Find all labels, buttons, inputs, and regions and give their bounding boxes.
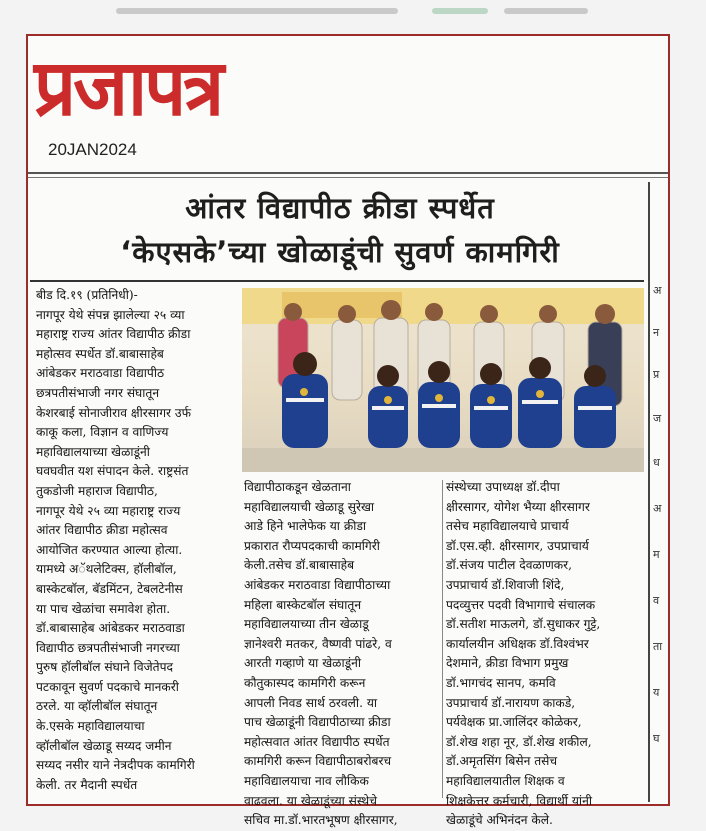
article-column-1: बीड दि.१९ (प्रतिनिधी)- नागपूर येथे संपन्न झालेल्या २५ व्या महाराष्ट्र राज्य आंतर विद्यापीठ क्रीडा महोत्सव स्पर्धेत डॉ.बाबासाहेब आंबेडकर मराठवाडा विद्यापीठ छत्रपतीसंभाजी नगर संघातून केशरबाई सोनाजीराव क्षीरसागर उर्फ काकू कला, विज्ञान व वाणिज्य महाविद्यालयाच्या खेळाडूंनी घवघवीत यश संपादन केले. राष्ट्रसंत तुकडोजी महाराज विद्यापीठ, नागपूर येथे २५ व्या महाराष्ट्र राज्य आंतर विद्यापीठ क्रीडा महोत्सव आयोजित करण्यात आल्या होत्या. यामध्ये अॅथलेटिक्स, हॉलीबॉल, बास्केटबॉल, बॅडमिंटन, टेबलटेनीस या पाच खेळांचा समावेश होता. डॉ.बाबासाहेब आंबेडकर मराठवाडा विद्यापीठ छत्रपतीसंभाजी नगरच्या पुरुष हॉलीबॉल संघाने विजेतेपद पटकावून सुवर्ण पदकाचे मानकरी ठरले. या व्हॉलीबॉल संघातून के.एसके महाविद्यालयाचा व्हॉलीबॉल खेळाडू सय्यद जमीन सय्यद नसीर याने नेत्रदीपक कामगिरी केली. तर मैदानी स्पर्धेत (36, 288, 195, 792)
adjacent-article-fragment: ज (653, 412, 662, 425)
headline-line-1: आंतर विद्यापीठ क्रीडा स्पर्धेत (185, 191, 495, 225)
adjacent-article-fragment: ध (653, 456, 660, 469)
adjacent-article-fragment: म (653, 548, 660, 561)
team-photo-illustration (242, 288, 644, 472)
masthead: प्रजापत्र (34, 43, 222, 134)
adjacent-article-fragment: ता (653, 640, 663, 653)
browser-tab-right (504, 8, 588, 14)
headline-rule (30, 280, 644, 282)
adjacent-article-fragment: अ (653, 502, 662, 515)
publication-date: 20JAN2024 (48, 140, 137, 159)
masthead-rule-thin (28, 177, 668, 178)
adjacent-article-fragment: घ (653, 732, 660, 745)
column-divider (442, 480, 443, 798)
adjacent-article-fragment: अ (653, 284, 662, 297)
team-photo (242, 288, 644, 472)
headline-line-2: ‘केएसके’च्या खोळाडूंची सुवर्ण कामगिरी (120, 235, 560, 269)
adjacent-article-fragment: व (653, 594, 660, 607)
browser-tab-mid (432, 8, 488, 14)
newspaper-clipping (26, 34, 670, 828)
browser-tab-left (116, 8, 398, 14)
masthead-rule (28, 172, 668, 174)
adjacent-article-border (648, 182, 670, 802)
adjacent-article-fragment: य (653, 686, 660, 699)
adjacent-article-fragment: प्र (653, 368, 660, 381)
article-column-3: संस्थेच्या उपाध्यक्ष डॉ.दीपा क्षीरसागर, योगेश भैय्या क्षीरसागर तसेच महाविद्यालयाचे प्राचार्य डॉ.एस.व्ही. क्षीरसागर, उपप्राचार्य डॉ.संजय पाटील देवळाणकर, उपप्राचार्य डॉ.शिवाजी शिंदे, पदव्युत्तर पदवी विभागाचे संचालक डॉ.सतीश माऊलगे, डॉ.सुधाकर गुट्टे, कार्यालयीन अधिक्षक डॉ.विश्वंभर देशमाने, क्रीडा विभाग प्रमुख डॉ.भागचंद सानप, कमवि उपप्राचार्य डॉ.नारायण काकडे, पर्यवेक्षक प्रा.जालिंदर कोळेकर, डॉ.शेख शहा नूर, डॉ.शेख शकील, डॉ.अमृतसिंग बिसेन तसेच महाविद्यालयातील शिक्षक व शिक्षकेत्तर कर्मचारी, विद्यार्थी यांनी खेळाडूंचे अभिनंदन केले. (446, 480, 601, 828)
article-column-2: विद्यापीठाकडून खेळताना महाविद्यालयाची खेळाडू सुरेखा आडे हिने भालेफेक या क्रीडा प्रकारात रौप्यपदकाची कामगिरी केली.तसेच डॉ.बाबासाहेब आंबेडकर मराठवाडा विद्यापीठाच्या महिला बास्केटबॉल संघातून महाविद्यालयाच्या तीन खेळाडू ज्ञानेश्वरी मतकर, वैष्णवी पांढरे, व आरती गव्हाणे या खेळाडूंनी कौतुकास्पद कामगिरी करून आपली निवड सार्थ ठरवली. या पाच खेळाडूंनी विद्यापीठाच्या क्रीडा महोत्सवात आंतर विद्यापीठ स्पर्धेत कामगिरी करून विद्यापीठाबरोबरच महाविद्यालयाचा नाव लौकिक वाढवला. या खेळाडूंच्या संस्थेचे सचिव मा.डॉ.भारतभूषण क्षीरसागर, (244, 480, 398, 828)
adjacent-article-fragment: न (653, 326, 660, 339)
